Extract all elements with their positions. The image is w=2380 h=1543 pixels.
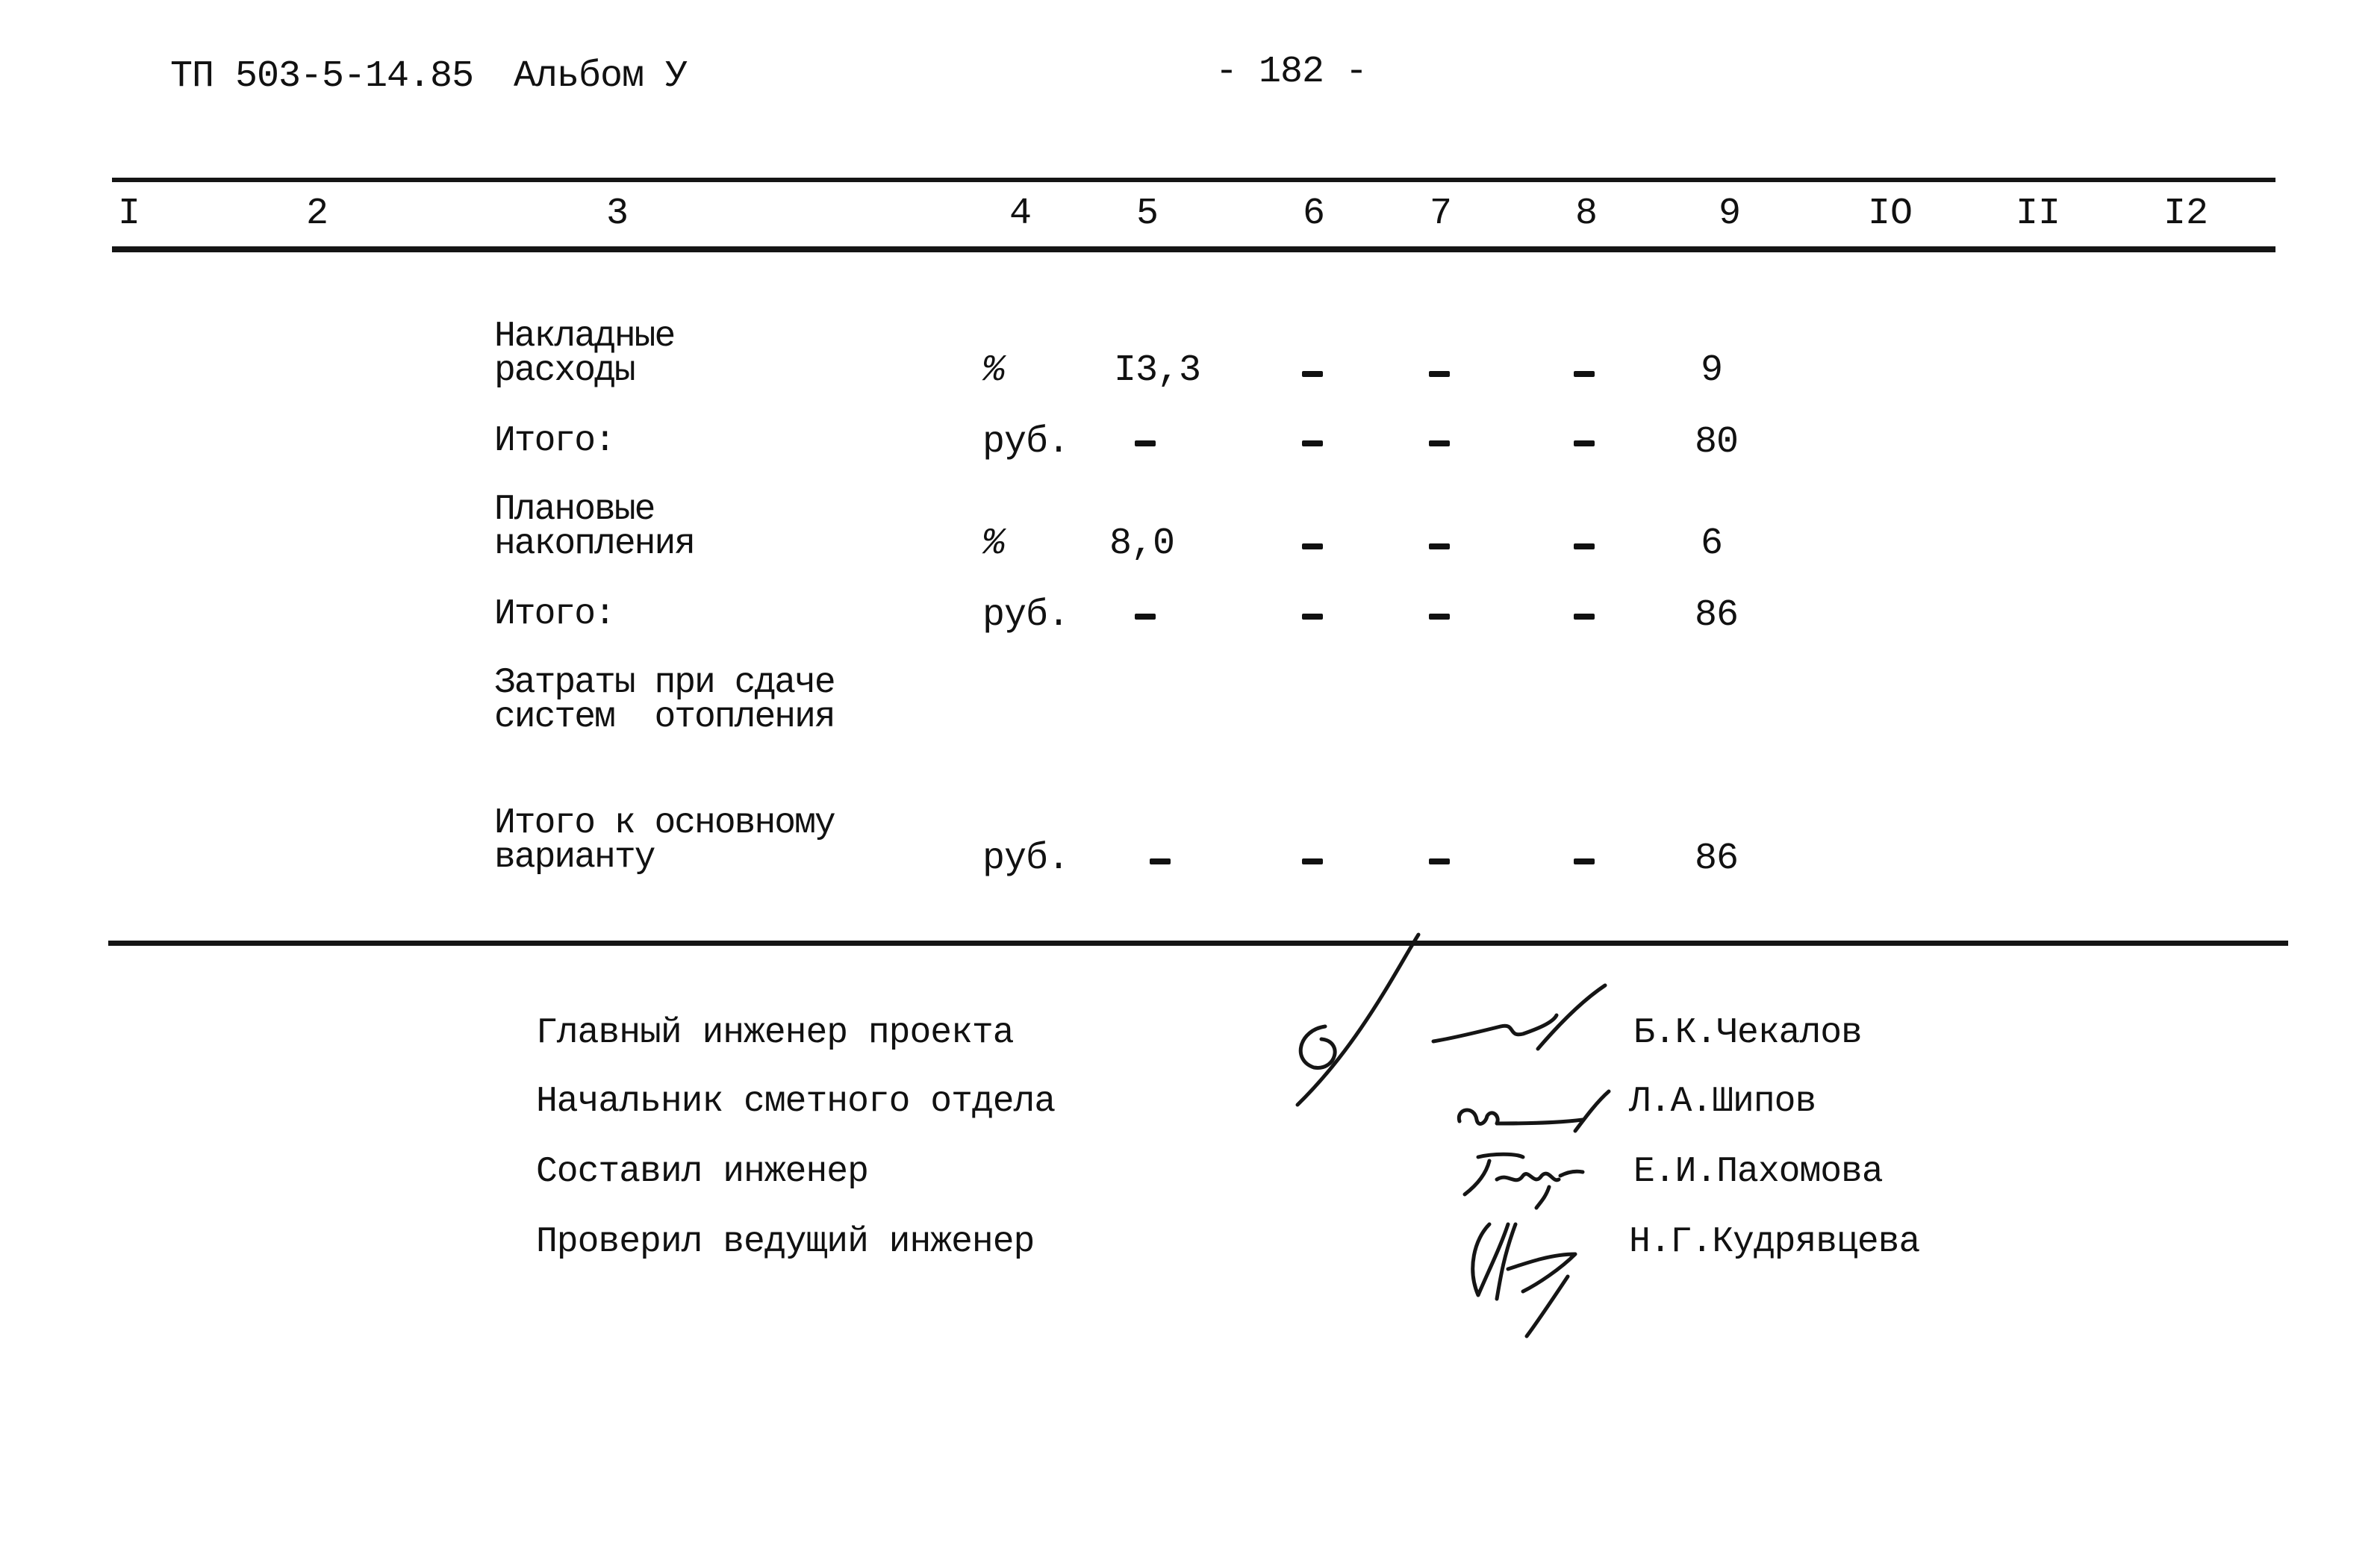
- page-number: - 182 -: [1215, 51, 1368, 93]
- column-header-10: IO: [1868, 193, 1913, 235]
- column-header-1: I: [118, 193, 141, 235]
- column-header-6: 6: [1303, 193, 1326, 235]
- row-label: Затраты при сдаче систем отопления: [494, 663, 835, 738]
- row-unit: %: [982, 523, 1005, 565]
- signature-3-mark: [1465, 1154, 1583, 1208]
- signature-name: Н.Г.Кудрявцева: [1629, 1222, 1920, 1262]
- column-header-9: 9: [1719, 193, 1742, 235]
- signature-name: Л.А.Шипов: [1629, 1082, 1816, 1122]
- signature-name: Б.К.Чекалов: [1633, 1013, 1862, 1053]
- row-col9: 86: [1695, 594, 1739, 637]
- column-header-12: I2: [2164, 193, 2209, 235]
- signature-title: Проверил ведущий инженер: [536, 1222, 1035, 1262]
- signature-title: Составил инженер: [536, 1152, 868, 1192]
- row-col9: 86: [1695, 838, 1739, 880]
- row-unit: %: [982, 349, 1005, 392]
- row-label: Итого к основному варианту: [494, 803, 835, 878]
- column-header-11: II: [2016, 193, 2061, 235]
- column-header-8: 8: [1575, 193, 1598, 235]
- row-unit: руб.: [982, 421, 1070, 464]
- signature-title: Главный инженер проекта: [536, 1013, 1014, 1053]
- document-code: ТП 503-5-14.85: [170, 55, 474, 98]
- signature-4-mark: [1473, 1224, 1575, 1336]
- row-unit: руб.: [982, 594, 1070, 637]
- signature-title: Начальник сметного отдела: [536, 1082, 1056, 1122]
- row-label: Накладные расходы: [494, 317, 675, 391]
- row-col9: 80: [1695, 421, 1739, 464]
- column-header-3: 3: [606, 193, 629, 235]
- row-col5: I3,3: [1114, 349, 1201, 392]
- album-label: Альбом У: [514, 55, 688, 98]
- column-header-4: 4: [1009, 193, 1032, 235]
- signature-name: Е.И.Пахомова: [1633, 1152, 1883, 1192]
- row-col9: 9: [1701, 349, 1723, 392]
- row-col9: 6: [1701, 523, 1723, 565]
- signature-1-mark: [1298, 935, 1605, 1105]
- row-unit: руб.: [982, 838, 1070, 880]
- column-header-5: 5: [1136, 193, 1159, 235]
- column-header-2: 2: [306, 193, 329, 235]
- signature-2-mark: [1459, 1091, 1609, 1131]
- row-label: Итого:: [494, 421, 614, 461]
- row-col5: 8,0: [1109, 523, 1175, 565]
- column-header-7: 7: [1430, 193, 1453, 235]
- row-label: Итого:: [494, 594, 614, 635]
- row-label: Плановые накопления: [494, 490, 695, 564]
